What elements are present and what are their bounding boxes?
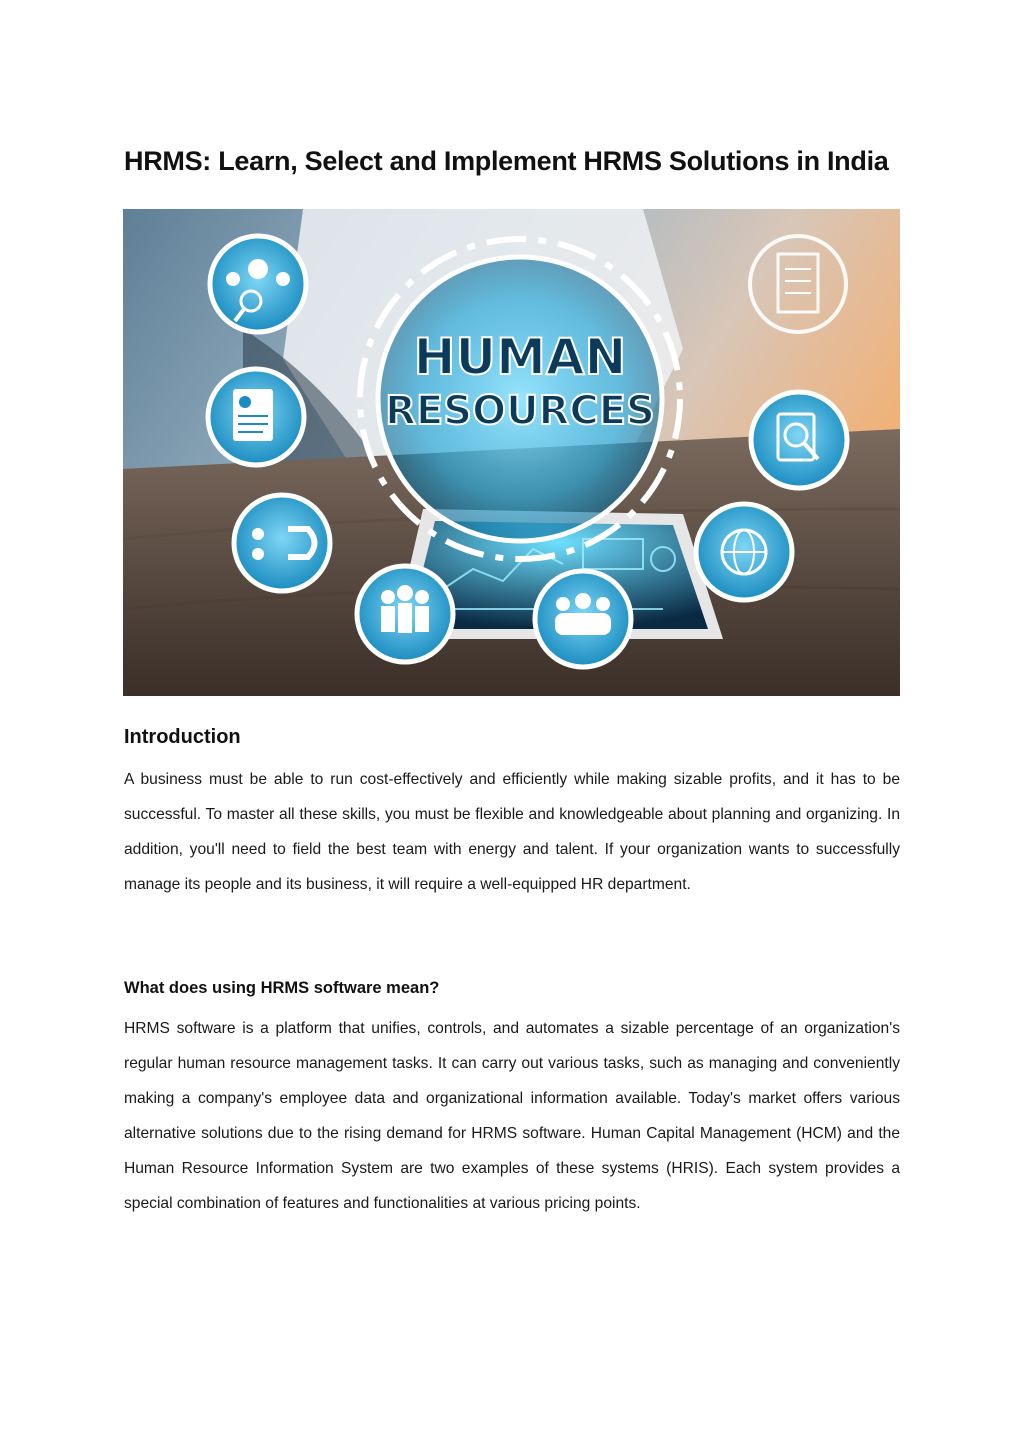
document-search-icon <box>751 392 847 488</box>
global-network-icon <box>696 504 792 600</box>
section-body-hrms-meaning: HRMS software is a platform that unifies, controls, and automates a sizable percentage of an organization's regular human resource management tasks. It can carry out various tasks, such as managing and conveniently making a company's employee data and organizational information available. Today's market offers various alternative solutions due to the rising demand for HRMS software. Human Capital Management (HCM) and the Human Resource Information System are two examples of these systems (HRIS). Each system provides a special combination of features and functionalities at various pricing points. <box>124 1020 900 1212</box>
section-heading-hrms-meaning: What does using HRMS software mean? <box>124 979 440 997</box>
business-team-icon <box>357 566 453 662</box>
hero-word-human: HUMAN <box>413 328 627 386</box>
team-search-icon <box>210 236 306 332</box>
section-body-introduction: A business must be able to run cost-effectively and efficiently while making sizable profits, and it has to be successful. To master all these skills, you must be flexible and knowledgeable about planning and organizing. In addition, you'll need to field the best team with energy and talent. If your organization wants to successfully manage its people and its business, it will require a well-equipped HR department. <box>124 771 900 893</box>
talent-magnet-icon <box>234 495 330 591</box>
hero-image <box>123 209 900 696</box>
page-title: HRMS: Learn, Select and Implement HRMS Solutions in India <box>124 146 889 176</box>
resume-icon <box>208 369 304 465</box>
staff-group-icon <box>535 571 631 667</box>
section-heading-introduction: Introduction <box>124 726 241 748</box>
hero-word-resources: RESOURCES <box>385 388 655 434</box>
